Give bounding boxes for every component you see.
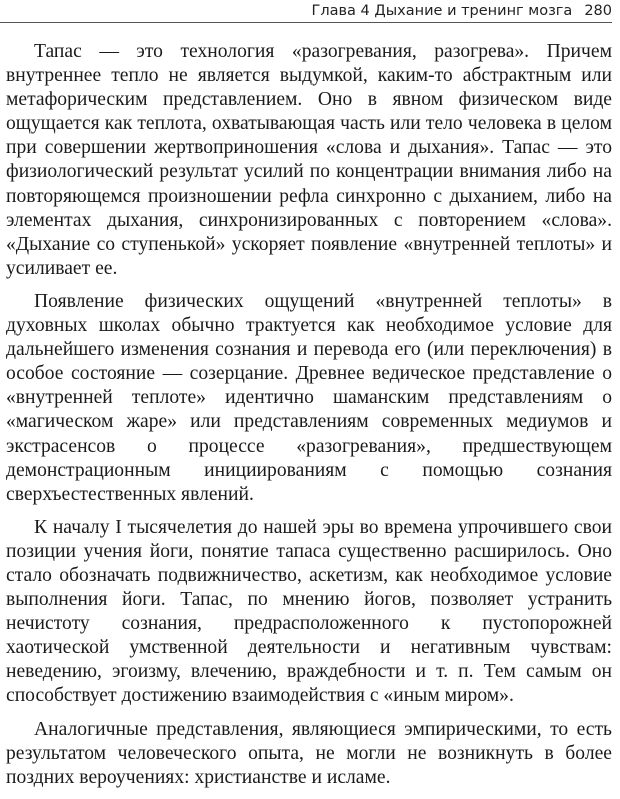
paragraph-later-religions: Аналогичные представления, являющиеся эмпирическими, то есть результатом человеческого опыта, не могли не возникнуть в более поздних вероучениях: христианстве и исламе. xyxy=(6,718,612,788)
running-header xyxy=(0,0,612,23)
body-text xyxy=(6,40,612,799)
page-number: 280 xyxy=(584,3,612,19)
paragraph-tapas-definition: Тапас — это технология «разогревания, разогрева». Причем внутреннее тепло не является выдумкой, каким-то абстрактным или метафорическим представлением. Оно в явном физическом виде ощущается как теплота, охватывающая часть или тело человека в целом при совершении жертвоприношения «слова и дыхания». Тапас — это физиологический результат усилий по концентрации внимания либо на повторяющемся произношении рефла синхронно с дыханием, либо на элементах дыхания, синхронизированных с повторением «слова». «Дыхание со ступенькой» ускоряет появление «внутренней теплоты» и усиливает ее. xyxy=(6,41,612,279)
paragraph-inner-warmth: Появление физических ощущений «внутренней теплоты» в духовных школах обычно трактуется как необходимое условие для дальнейшего изменения сознания и перевода его (или переключения) в особое состояние — созерцание. Древнее ведическое представление о «внутренней теплоте» идентично шаманским представлениям о «магическом жаре» или представлениям современных медиумов и экстрасенсов о процессе «разогревания», предшествующем демонстрационным инициированиям с помощью сознания сверхъестественных явлений. xyxy=(6,290,612,505)
chapter-title: Глава 4 Дыхание и тренинг мозга xyxy=(311,3,573,19)
paragraph-yoga-tapas: К началу I тысячелетия до нашей эры во времена упрочившего свои позиции учения йоги, понятие тапаса существенно расширилось. Оно стало обозначать подвижничество, аскетизм, как необходимое условие выполнения йоги. Тапас, по мнению йогов, позволяет устранить нечистоту сознания, предрасположенного к пустопорожней хаотической умственной деятельности и негативным чувствам: неведению, эгоизму, влечению, враждебности и т. п. Тем самым он способствует достижению взаимодействия с «иным миром». xyxy=(6,516,612,707)
